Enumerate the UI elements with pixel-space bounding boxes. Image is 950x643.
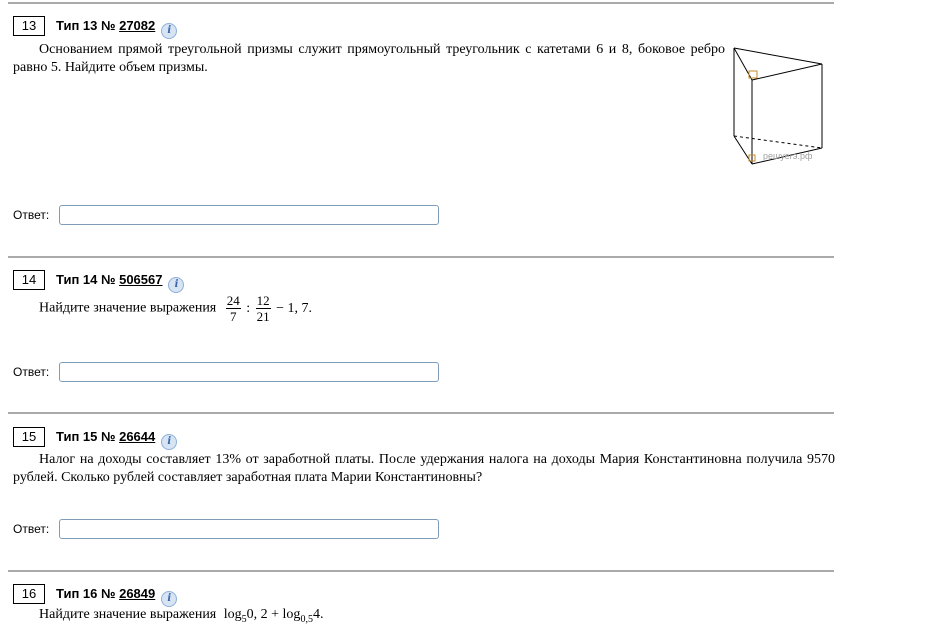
task-16 bbox=[13, 584, 835, 629]
info-icon[interactable]: i bbox=[161, 434, 177, 450]
answer-input[interactable] bbox=[59, 362, 439, 382]
prism-edge bbox=[734, 48, 822, 64]
separator-line bbox=[8, 2, 834, 4]
answer-label: Ответ: bbox=[13, 365, 50, 379]
task-text: Найдите значение выражения $\log_50$, $2 + \log_{0,5}4$. bbox=[39, 607, 324, 625]
task-15 bbox=[13, 427, 835, 487]
task-14 bbox=[13, 270, 835, 324]
task-type-label: Тип 14 № 506567 i bbox=[56, 271, 184, 293]
info-icon[interactable]: i bbox=[161, 23, 177, 39]
task-number-box: 13 bbox=[13, 16, 45, 36]
task-header bbox=[13, 427, 835, 447]
task-13 bbox=[13, 16, 835, 77]
task-id-link[interactable]: 27082 bbox=[119, 18, 156, 33]
task-text: Найдите значение выражения $\frac{24}{7}$ : $\frac{12}{21}$ − 1, 7. bbox=[39, 293, 313, 324]
task-id-link[interactable]: 26849 bbox=[119, 586, 156, 601]
task-header bbox=[13, 16, 835, 36]
separator-line bbox=[8, 256, 834, 258]
prism-edge bbox=[752, 64, 822, 80]
task-number-box: 16 bbox=[13, 584, 45, 604]
answer-label: Ответ: bbox=[13, 522, 50, 536]
math-expression: $\frac{24}{7}$ : $\frac{12}{21}$ − 1, 7. bbox=[226, 293, 313, 324]
answer-label: Ответ: bbox=[13, 208, 50, 222]
fraction: $\frac{12}{21}$ bbox=[256, 293, 270, 324]
task-number-box: 14 bbox=[13, 270, 45, 290]
answer-input[interactable] bbox=[59, 519, 439, 539]
task-header bbox=[13, 584, 835, 604]
answer-input[interactable] bbox=[59, 205, 439, 225]
task-type-label: Тип 16 № 26849 i bbox=[56, 585, 177, 607]
task-text: Налог на доходы составляет 13% от заработной платы. После удержания налога на доходы Мария Константиновна получила 9570 рублей. Сколько рублей составляет заработная плата Марии Константиновны? bbox=[13, 452, 835, 485]
task-id-link[interactable]: 506567 bbox=[119, 272, 163, 287]
task-text: Основанием прямой треугольной призмы служит прямоугольный треугольник с катетами 6 и 8, боковое ребро равно 5. Найдите объем призмы. bbox=[13, 42, 725, 75]
separator-line bbox=[8, 570, 834, 572]
info-icon[interactable]: i bbox=[168, 277, 184, 293]
task-type-label: Тип 13 № 27082 i bbox=[56, 17, 177, 39]
task-type-label: Тип 15 № 26644 i bbox=[56, 428, 177, 450]
fraction: $\frac{24}{7}$ bbox=[226, 293, 240, 324]
task-header bbox=[13, 270, 835, 290]
info-icon[interactable]: i bbox=[161, 591, 177, 607]
task-id-link[interactable]: 26644 bbox=[119, 429, 156, 444]
prism-hidden-edge bbox=[734, 136, 822, 148]
math-expression: $\log_50$, $2 + \log_{0,5}4$. bbox=[223, 607, 324, 625]
figure-watermark: решуегэ.рф bbox=[763, 151, 813, 161]
prism-figure bbox=[728, 44, 828, 166]
task-number-box: 15 bbox=[13, 427, 45, 447]
separator-line bbox=[8, 412, 834, 414]
